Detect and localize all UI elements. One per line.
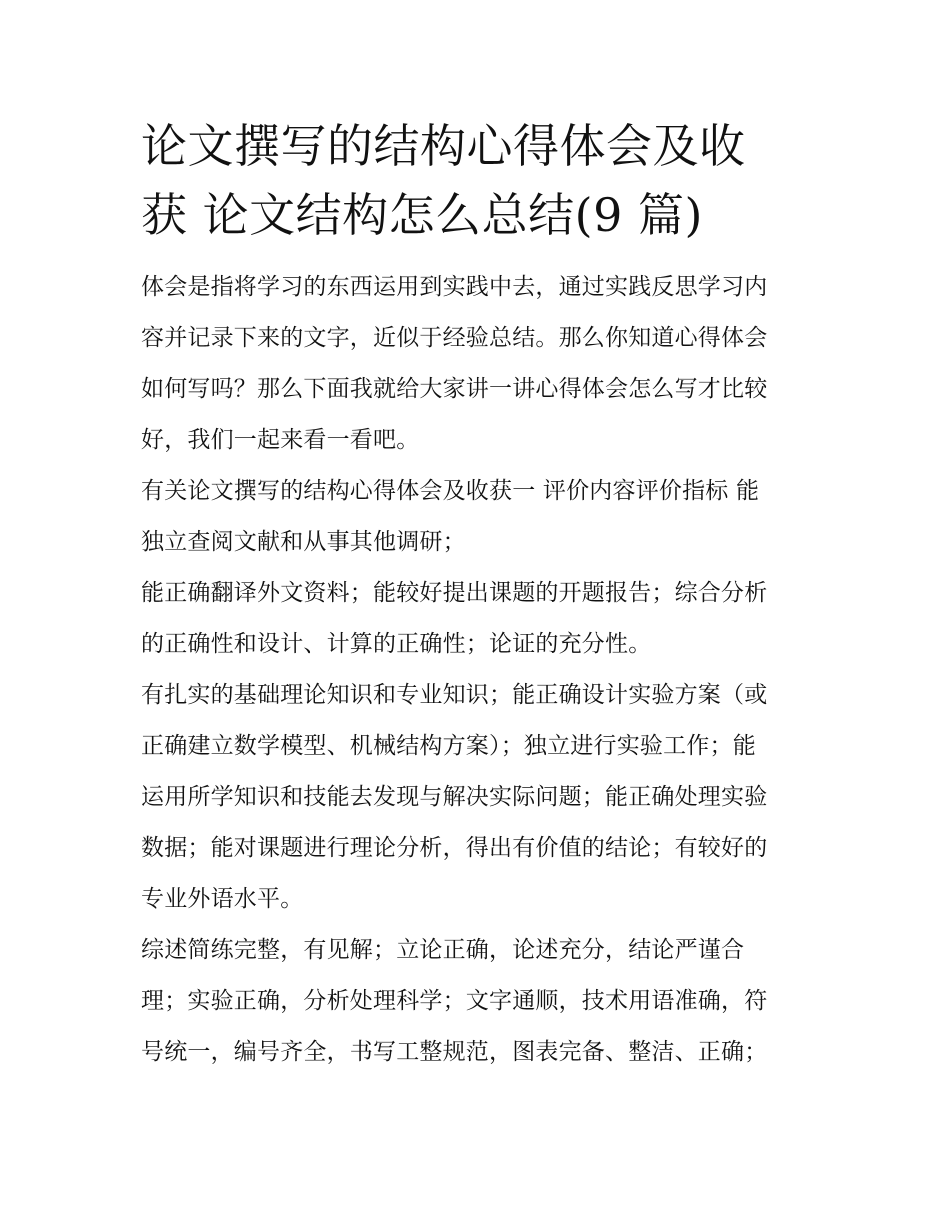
paragraph-line: 如何写吗？那么下面我就给大家讲一讲心得体会怎么写才比较 bbox=[141, 376, 768, 402]
paragraph-intro bbox=[141, 262, 813, 466]
paragraph-line: 正确建立数学模型、机械结构方案）；独立进行实验工作；能 bbox=[141, 733, 756, 759]
paragraph-line: 号统一，编号齐全，书写工整规范，图表完备、整洁、正确； bbox=[141, 1039, 768, 1065]
paragraph-line: 综述简练完整，有见解；立论正确，论述充分，结论严谨合 bbox=[141, 937, 745, 963]
paragraph-line: 能正确翻译外文资料；能较好提出课题的开题报告；综合分析 bbox=[141, 580, 768, 606]
paragraph-line: 体会是指将学习的东西运用到实践中去，通过实践反思学习内 bbox=[141, 274, 768, 300]
paragraph-line: 有关论文撰写的结构心得体会及收获一 评价内容评价指标 能 bbox=[141, 478, 760, 504]
paragraph-line: 运用所学知识和技能去发现与解决实际问题；能正确处理实验 bbox=[141, 784, 768, 810]
title-line: 获 论文结构怎么总结(9 篇) bbox=[141, 188, 703, 242]
document-body bbox=[141, 262, 813, 1078]
paragraph-summary bbox=[141, 925, 813, 1078]
paragraph-line: 独立查阅文献和从事其他调研； bbox=[141, 529, 466, 555]
paragraph-evaluation bbox=[141, 466, 813, 568]
document-content bbox=[141, 112, 813, 1078]
paragraph-line: 数据；能对课题进行理论分析，得出有价值的结论；有较好的 bbox=[141, 835, 768, 861]
paragraph-line: 有扎实的基础理论知识和专业知识；能正确设计实验方案（或 bbox=[141, 682, 768, 708]
document-title bbox=[141, 112, 813, 250]
paragraph-line: 理；实验正确，分析处理科学；文字通顺，技术用语准确，符 bbox=[141, 988, 768, 1014]
title-line: 论文撰写的结构心得体会及收 bbox=[141, 119, 746, 173]
paragraph-translation bbox=[141, 568, 813, 670]
paragraph-line: 好，我们一起来看一看吧。 bbox=[141, 427, 420, 453]
paragraph-knowledge bbox=[141, 670, 813, 925]
paragraph-line: 容并记录下来的文字，近似于经验总结。那么你知道心得体会 bbox=[141, 325, 768, 351]
paragraph-line: 专业外语水平。 bbox=[141, 886, 304, 912]
paragraph-line: 的正确性和设计、计算的正确性；论证的充分性。 bbox=[141, 631, 652, 657]
